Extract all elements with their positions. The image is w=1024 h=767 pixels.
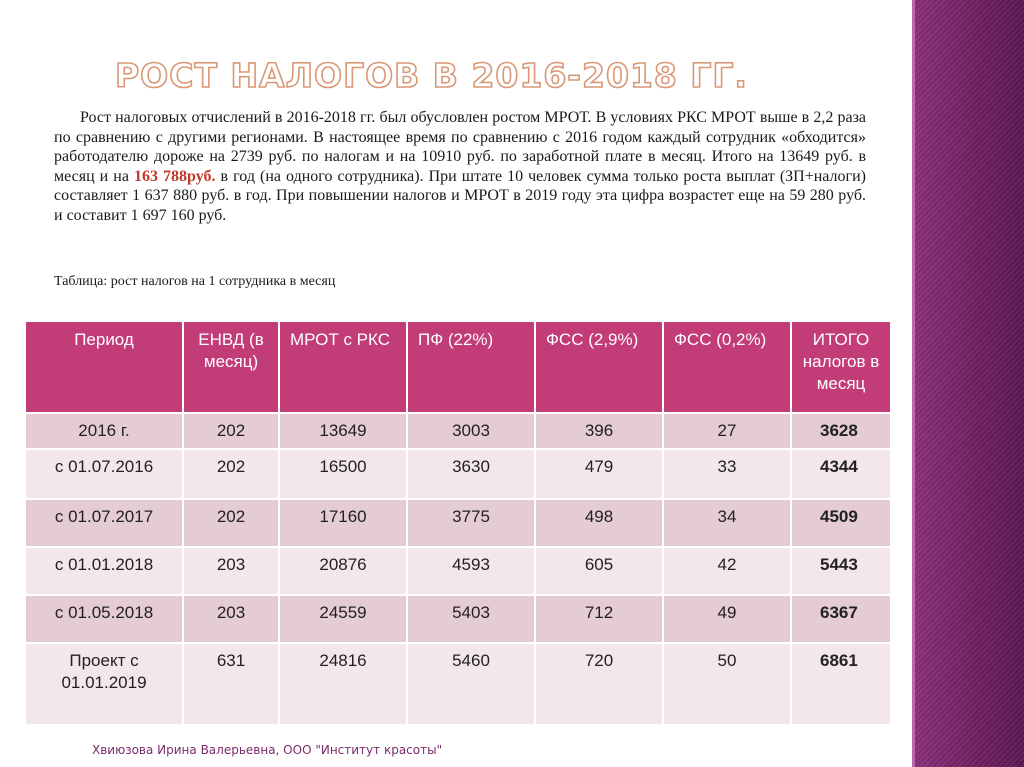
cell-envd: 202 [183,499,279,547]
table-row [25,499,891,547]
paragraph-highlight: 163 788руб. [133,167,216,185]
cell-mrot: 13649 [279,413,407,449]
cell-mrot: 20876 [279,547,407,595]
cell-fss-29: 498 [535,499,663,547]
cell-pf: 3775 [407,499,535,547]
slide-title: РОСТ НАЛОГОВ В 2016-2018 ГГ. [115,56,748,95]
cell-period: 2016 г. [25,413,183,449]
header-period: Период [25,321,183,413]
cell-period: с 01.05.2018 [25,595,183,643]
cell-mrot: 16500 [279,449,407,499]
header-fss-02: ФСС (0,2%) [663,321,791,413]
cell-pf: 4593 [407,547,535,595]
cell-total: 6367 [791,595,891,643]
cell-pf: 5460 [407,643,535,725]
cell-envd: 202 [183,413,279,449]
cell-mrot: 24816 [279,643,407,725]
header-pf: ПФ (22%) [407,321,535,413]
body-paragraph [54,108,866,225]
side-decorative-band [915,0,1024,767]
cell-fss-02: 50 [663,643,791,725]
header-total: ИТОГО налогов в месяц [791,321,891,413]
cell-period: с 01.07.2016 [25,449,183,499]
cell-fss-02: 42 [663,547,791,595]
header-envd: ЕНВД (в месяц) [183,321,279,413]
footer-author: Хвиюзова Ирина Валерьевна, ООО "Институт красоты" [92,743,443,757]
cell-period: с 01.01.2018 [25,547,183,595]
cell-fss-02: 33 [663,449,791,499]
table-row [25,643,891,725]
table-row [25,595,891,643]
table-row [25,547,891,595]
cell-fss-29: 712 [535,595,663,643]
cell-fss-29: 720 [535,643,663,725]
cell-period: с 01.07.2017 [25,499,183,547]
cell-envd: 631 [183,643,279,725]
table-header-row [25,321,891,413]
paragraph-text-before: Рост налоговых отчислений в 2016-2018 гг. был обусловлен ростом МРОТ. В условиях РКС МРОТ выше в 2,2 раза по сравнению с другими регионами. В настоящее время по сравнению с 2016 годом каждый сотрудник «обходится» работодателю дороже на 2739 руб. по налогам и на 10910 руб. по заработной плате в месяц. Итого на 13649 руб. в месяц и на [54,109,866,185]
cell-fss-29: 479 [535,449,663,499]
cell-total: 6861 [791,643,891,725]
cell-envd: 203 [183,547,279,595]
cell-pf: 3630 [407,449,535,499]
cell-fss-02: 27 [663,413,791,449]
table-caption: Таблица: рост налогов на 1 сотрудника в месяц [54,274,336,289]
cell-fss-02: 34 [663,499,791,547]
table-row [25,449,891,499]
cell-total: 4509 [791,499,891,547]
cell-total: 3628 [791,413,891,449]
cell-fss-29: 396 [535,413,663,449]
cell-total: 4344 [791,449,891,499]
cell-envd: 203 [183,595,279,643]
tax-table [24,320,892,726]
cell-mrot: 24559 [279,595,407,643]
cell-pf: 5403 [407,595,535,643]
cell-period: Проект с 01.01.2019 [25,643,183,725]
paragraph-text-after: в год (на одного сотрудника). При штате 10 человек сумма только роста выплат (ЗП+налоги) составляет 1 637 880 руб. в год. При повышении налогов и МРОТ в 2019 году эта цифра возрастет еще на 59 280 руб. и составит 1 697 160 руб. [54,167,866,224]
header-mrot: МРОТ с РКС [279,321,407,413]
table-row [25,413,891,449]
cell-fss-29: 605 [535,547,663,595]
cell-total: 5443 [791,547,891,595]
cell-fss-02: 49 [663,595,791,643]
cell-mrot: 17160 [279,499,407,547]
cell-envd: 202 [183,449,279,499]
cell-pf: 3003 [407,413,535,449]
header-fss-29: ФСС (2,9%) [535,321,663,413]
